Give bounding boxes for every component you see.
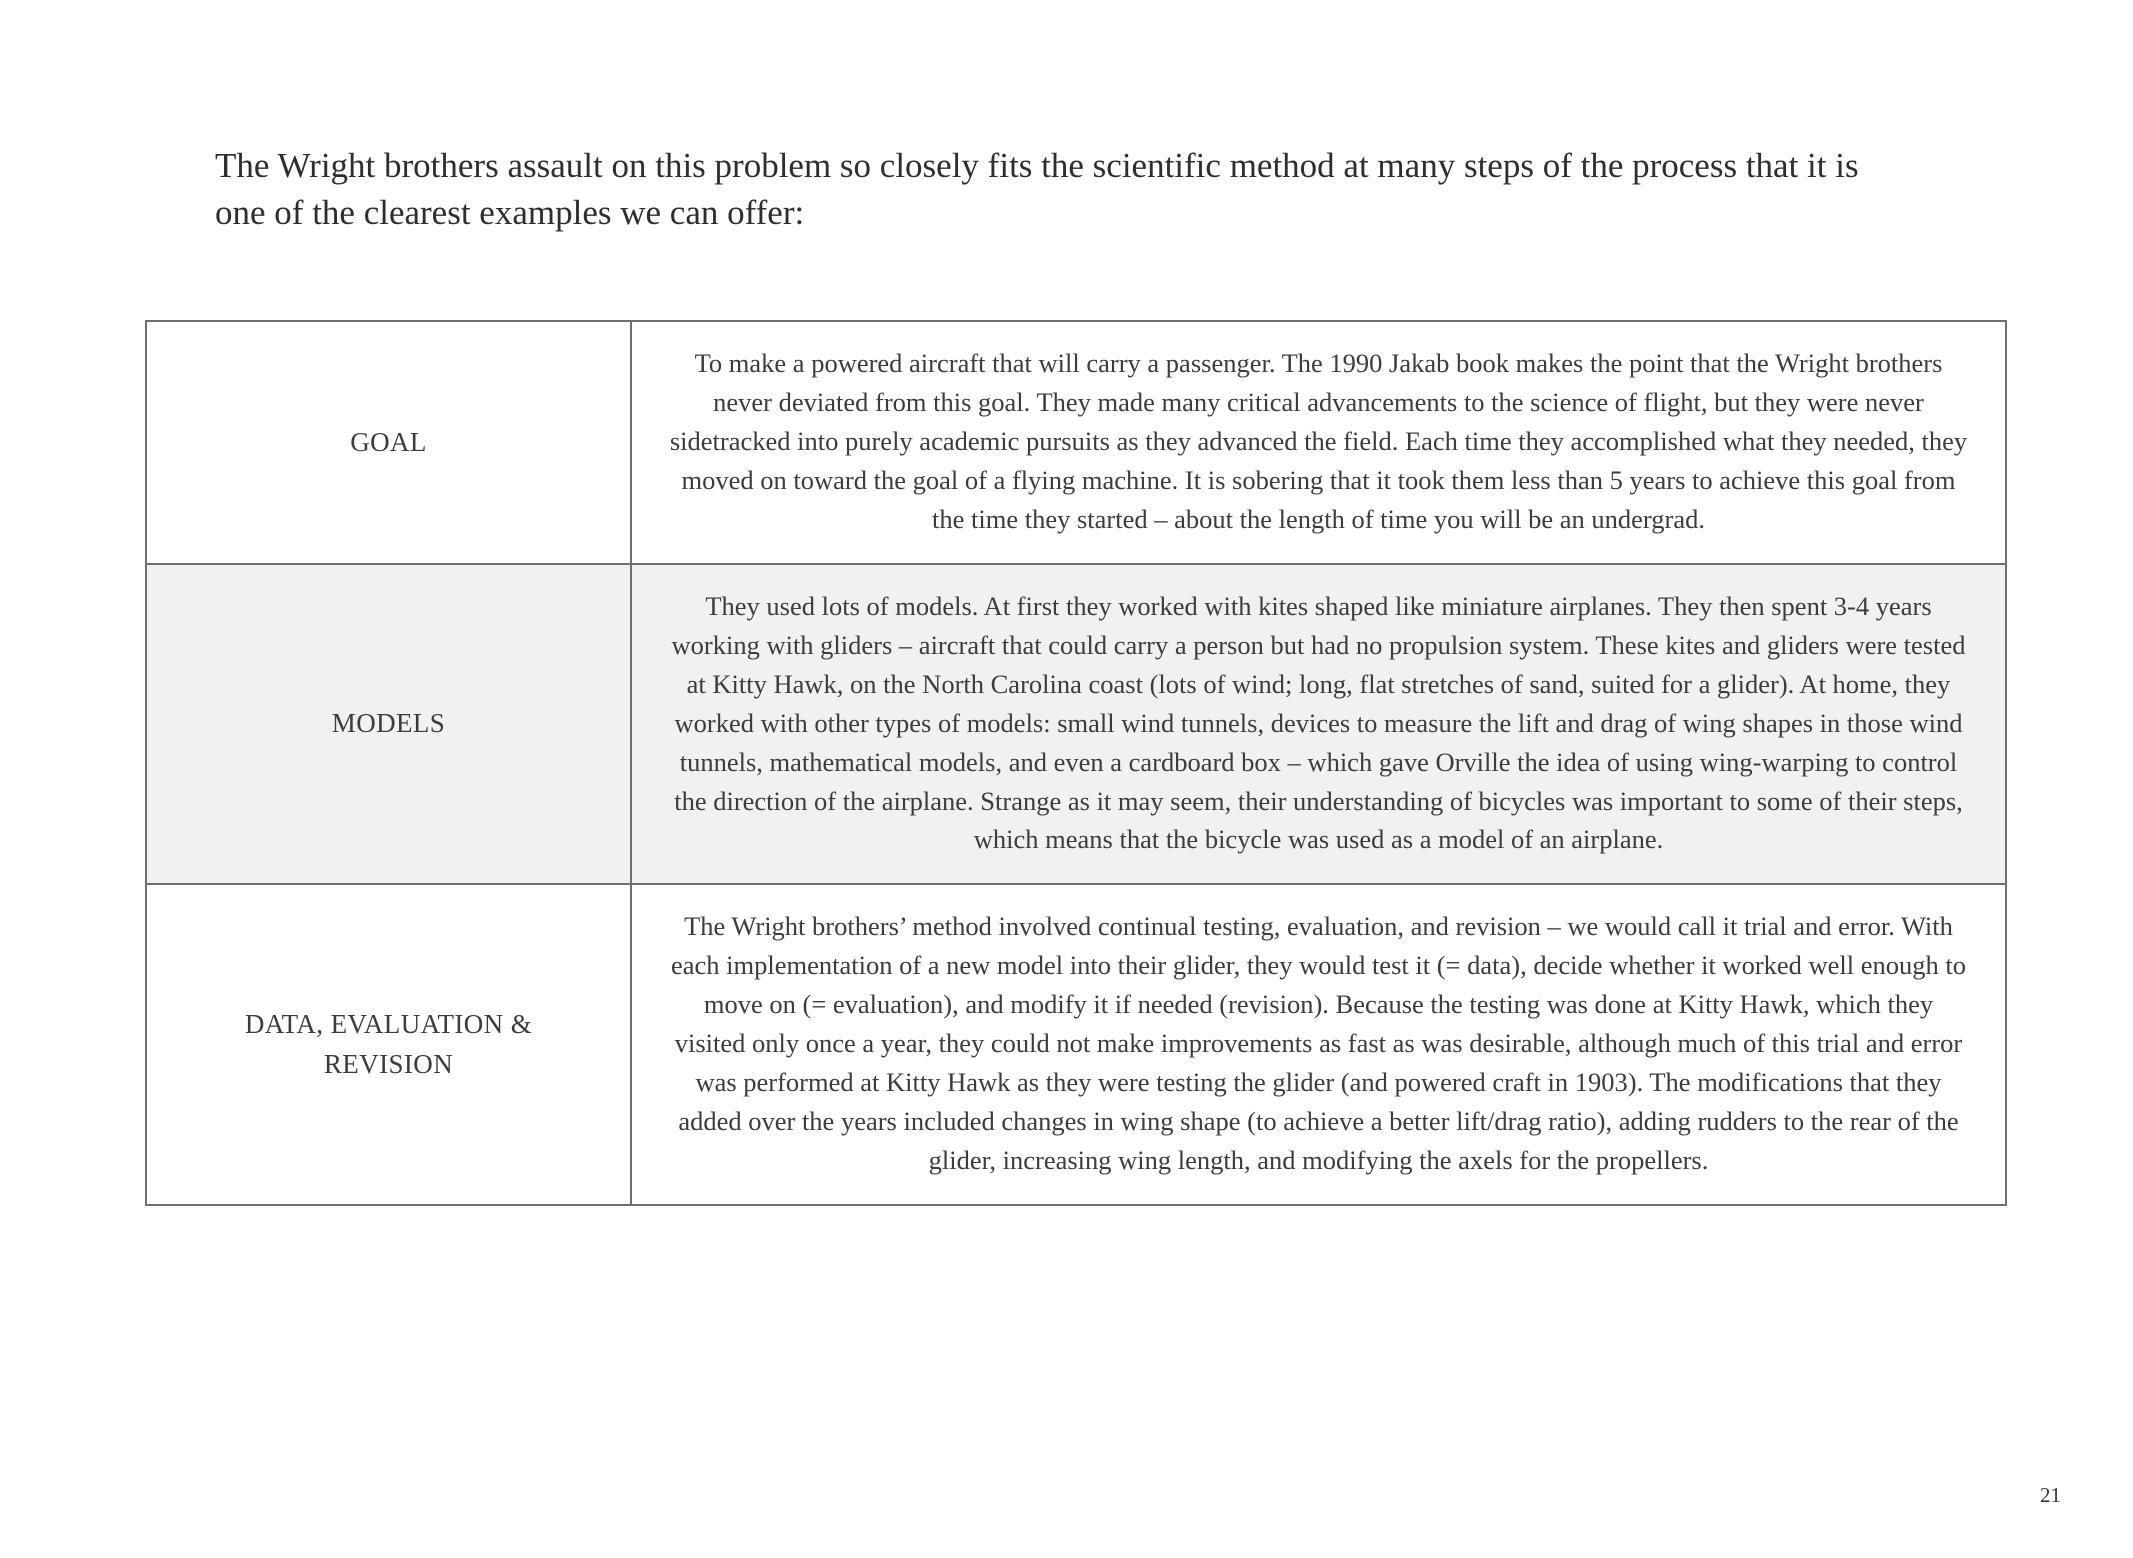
table-row [146, 884, 2006, 1205]
row-label-goal-line1: GOAL [350, 426, 427, 457]
row-body-models: They used lots of models. At first they worked with kites shaped like miniature airplanes. They then spent 3-4 years working with gliders – aircraft that could carry a person but had no propulsion system. These kites and gliders were tested at Kitty Hawk, on the North Carolina coast (lots of wind; long, flat stretches of sand, suited for a glider). At home, they worked with other types of models: small wind tunnels, devices to measure the lift and drag of wing shapes in those wind tunnels, mathematical models, and even a cardboard box – which gave Orville the idea of using wing-warping to control the direction of the airplane. Strange as it may seem, their understanding of bicycles was important to some of their steps, which means that the bicycle was used as a model of an airplane. [631, 564, 2006, 885]
row-label-data-line2: REVISION [323, 1048, 454, 1079]
table-row [146, 321, 2006, 564]
row-label-goal [146, 321, 631, 564]
scientific-method-table [145, 320, 2007, 1206]
row-label-models-line1: MODELS [331, 708, 446, 739]
table-row [146, 564, 2006, 885]
row-label-data-evaluation-revision [146, 884, 631, 1205]
page-number: 21 [2040, 1483, 2061, 1507]
row-body-data-evaluation-revision: The Wright brothers’ method involved continual testing, evaluation, and revision – we would call it trial and error. With each implementation of a new model into their glider, they would test it (= data), decide whether it worked well enough to move on (= evaluation), and modify it if needed (revision). Because the testing was done at Kitty Hawk, which they visited only once a year, they could not make improvements as fast as was desirable, although much of this trial and error was performed at Kitty Hawk as they were testing the glider (and powered craft in 1903). The modifications that they added over the years included changes in wing shape (to achieve a better lift/drag ratio), adding rudders to the rear of the glider, increasing wing length, and modifying the axels for the propellers. [631, 884, 2006, 1205]
row-label-data-line1: DATA, EVALUATION & [244, 1009, 533, 1040]
row-body-goal: To make a powered aircraft that will carry a passenger. The 1990 Jakab book makes the point that the Wright brothers never deviated from this goal. They made many critical advancements to the science of flight, but they were never sidetracked into purely academic pursuits as they advanced the field. Each time they accomplished what they needed, they moved on toward the goal of a flying machine. It is sobering that it took them less than 5 years to achieve this goal from the time they started – about the length of time you will be an undergrad. [631, 321, 2006, 564]
intro-paragraph: The Wright brothers assault on this problem so closely fits the scientific method at many steps of the process that it is one of the clearest examples we can offer: [215, 146, 1859, 233]
row-label-models [146, 564, 631, 885]
scientific-method-table-wrapper [145, 320, 2007, 1206]
